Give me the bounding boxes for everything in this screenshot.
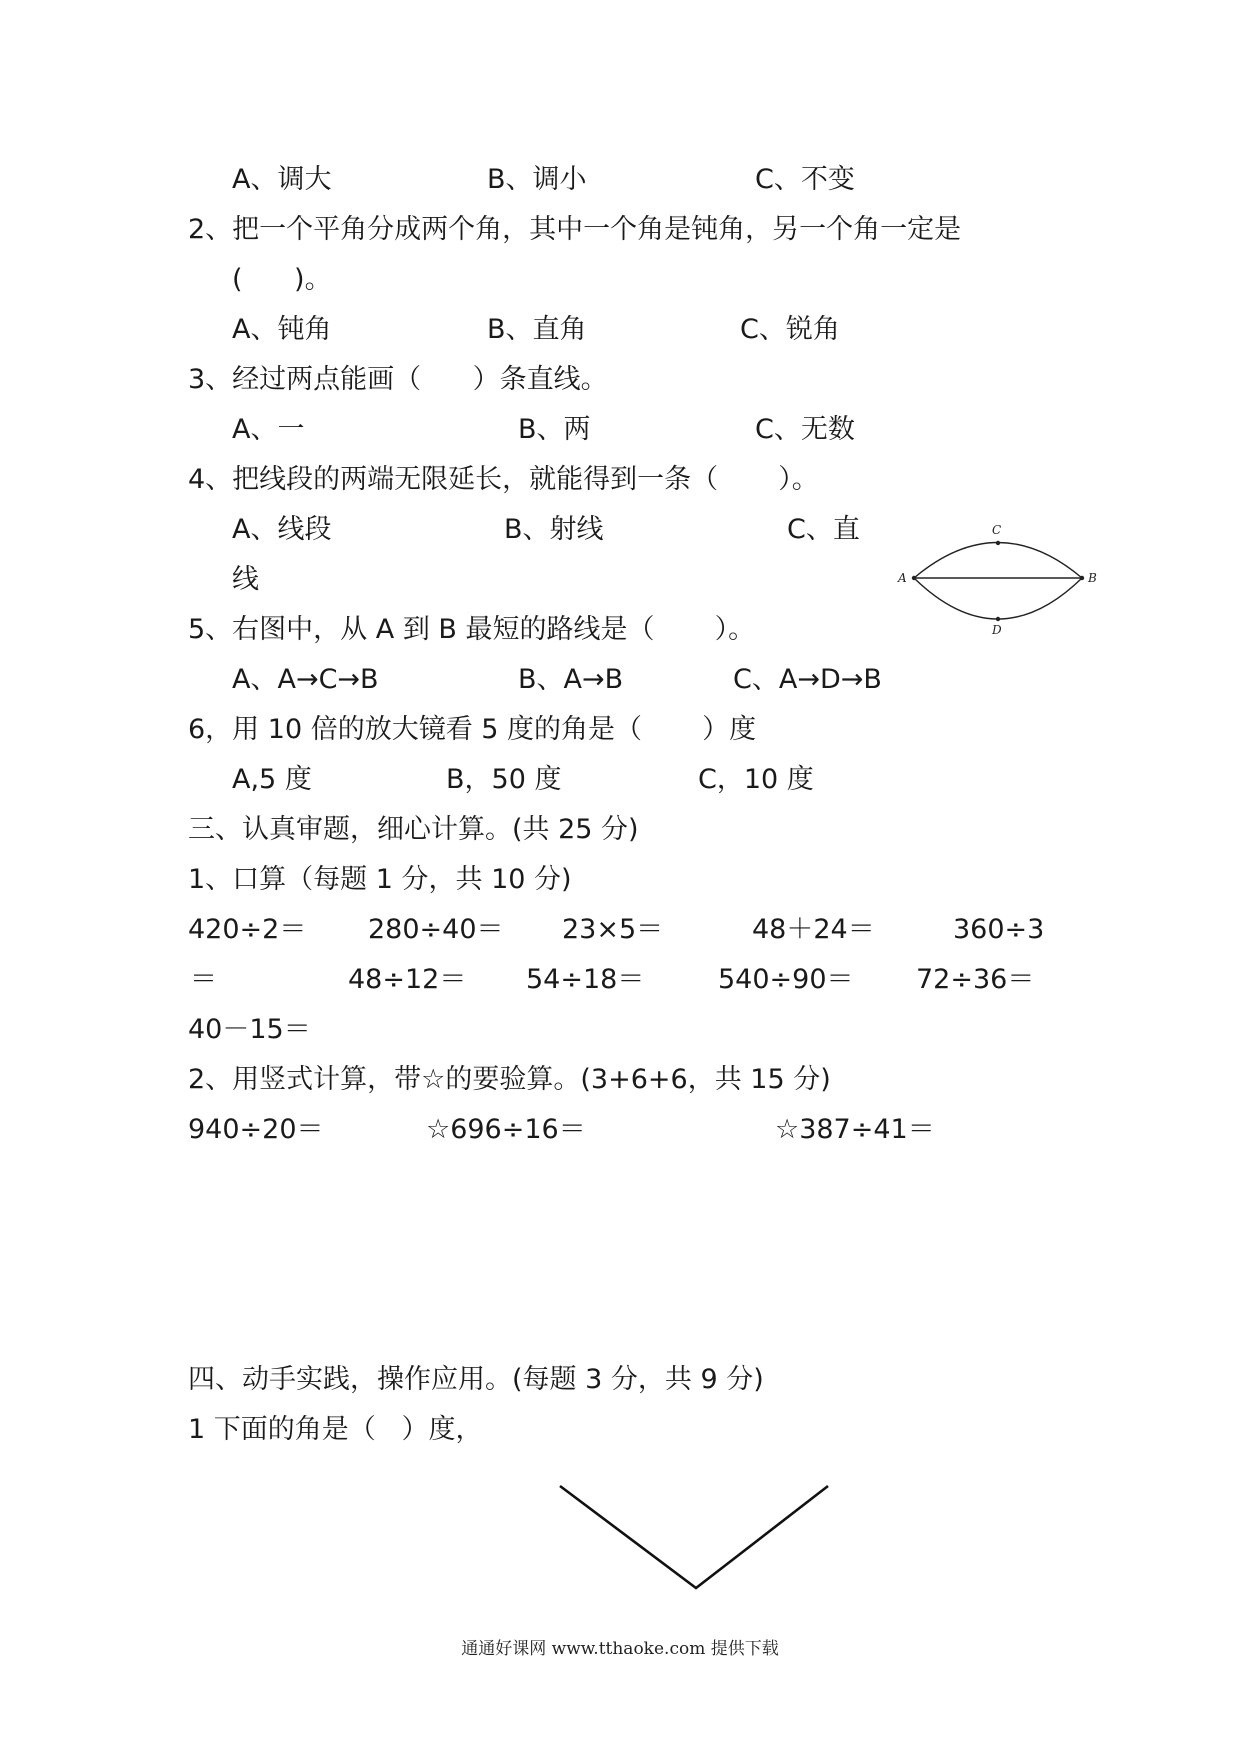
q1-option-a: A、调大 <box>232 164 332 195</box>
point-b <box>1080 576 1084 580</box>
q4-option-b: B、射线 <box>504 514 604 545</box>
oral-calc-item: 420÷2＝ <box>188 914 307 945</box>
oral-calc-item: 280÷40＝ <box>368 914 504 945</box>
label-d: D <box>992 623 1002 637</box>
section3-sub2: 2、用竖式计算，带☆的要验算。(3+6+6，共 15 分) <box>188 1064 831 1095</box>
point-c <box>996 541 1000 545</box>
q3-option-b: B、两 <box>518 414 591 445</box>
q4-option-a: A、线段 <box>232 514 332 545</box>
q6-option-a: A,5 度 <box>232 764 312 795</box>
q1-option-b: B、调小 <box>487 164 587 195</box>
q3-stem: 3、经过两点能画（ ）条直线。 <box>188 364 608 395</box>
arc-adb <box>914 578 1082 619</box>
oral-calc-item: 72÷36＝ <box>916 964 1035 995</box>
oral-calc-item: 40－15＝ <box>188 1014 311 1045</box>
oral-calc-item: 540÷90＝ <box>718 964 854 995</box>
vertical-calc-item: ☆696÷16＝ <box>426 1114 586 1145</box>
arc-acb <box>914 543 1082 579</box>
q1-option-c: C、不变 <box>755 164 855 195</box>
oral-calc-item: ＝ <box>190 964 217 995</box>
q6-stem: 6，用 10 倍的放大镜看 5 度的角是（ ）度 <box>188 714 757 745</box>
q6-option-c: C，10 度 <box>698 764 814 795</box>
oral-calc-item: 48＋24＝ <box>752 914 875 945</box>
label-b: B <box>1088 571 1097 585</box>
q5-option-b: B、A→B <box>518 664 624 695</box>
q4-stem: 4、把线段的两端无限延长，就能得到一条（ ）。 <box>188 464 819 495</box>
q3-option-a: A、一 <box>232 414 305 445</box>
oral-calc-item: 360÷3 <box>953 914 1045 945</box>
label-a: A <box>898 571 907 585</box>
vertical-calc-item: 940÷20＝ <box>188 1114 324 1145</box>
q5-option-a: A、A→C→B <box>232 664 379 695</box>
q2-option-c: C、锐角 <box>740 314 840 345</box>
q3-option-c: C、无数 <box>755 414 855 445</box>
label-c: C <box>992 523 1002 537</box>
point-a <box>912 576 916 580</box>
section3-title: 三、认真审题，细心计算。(共 25 分) <box>188 814 639 845</box>
route-figure <box>890 510 1100 640</box>
q6-option-b: B，50 度 <box>446 764 562 795</box>
q2-option-b: B、直角 <box>487 314 587 345</box>
q5-stem: 5、右图中，从 A 到 B 最短的路线是（ ）。 <box>188 614 756 645</box>
section3-sub1: 1、口算（每题 1 分，共 10 分) <box>188 864 572 895</box>
point-d <box>996 617 1000 621</box>
q2-stem-cont: ( )。 <box>232 264 332 295</box>
q4-option-c: C、直 <box>787 514 860 545</box>
q2-option-a: A、钝角 <box>232 314 332 345</box>
angle-figure <box>550 1478 840 1598</box>
angle-rays <box>560 1486 828 1588</box>
footer-credit: 通通好课网 www.tthaoke.com 提供下载 <box>461 1639 779 1659</box>
oral-calc-item: 54÷18＝ <box>526 964 645 995</box>
oral-calc-item: 48÷12＝ <box>348 964 467 995</box>
q2-stem: 2、把一个平角分成两个角，其中一个角是钝角，另一个角一定是 <box>188 214 962 245</box>
q4-option-wrap: 线 <box>232 564 259 595</box>
oral-calc-item: 23×5＝ <box>562 914 664 945</box>
vertical-calc-item: ☆387÷41＝ <box>775 1114 935 1145</box>
section4-q1: 1 下面的角是（ ）度， <box>188 1414 483 1445</box>
section4-title: 四、动手实践，操作应用。(每题 3 分，共 9 分) <box>188 1364 764 1395</box>
q5-option-c: C、A→D→B <box>733 664 882 695</box>
